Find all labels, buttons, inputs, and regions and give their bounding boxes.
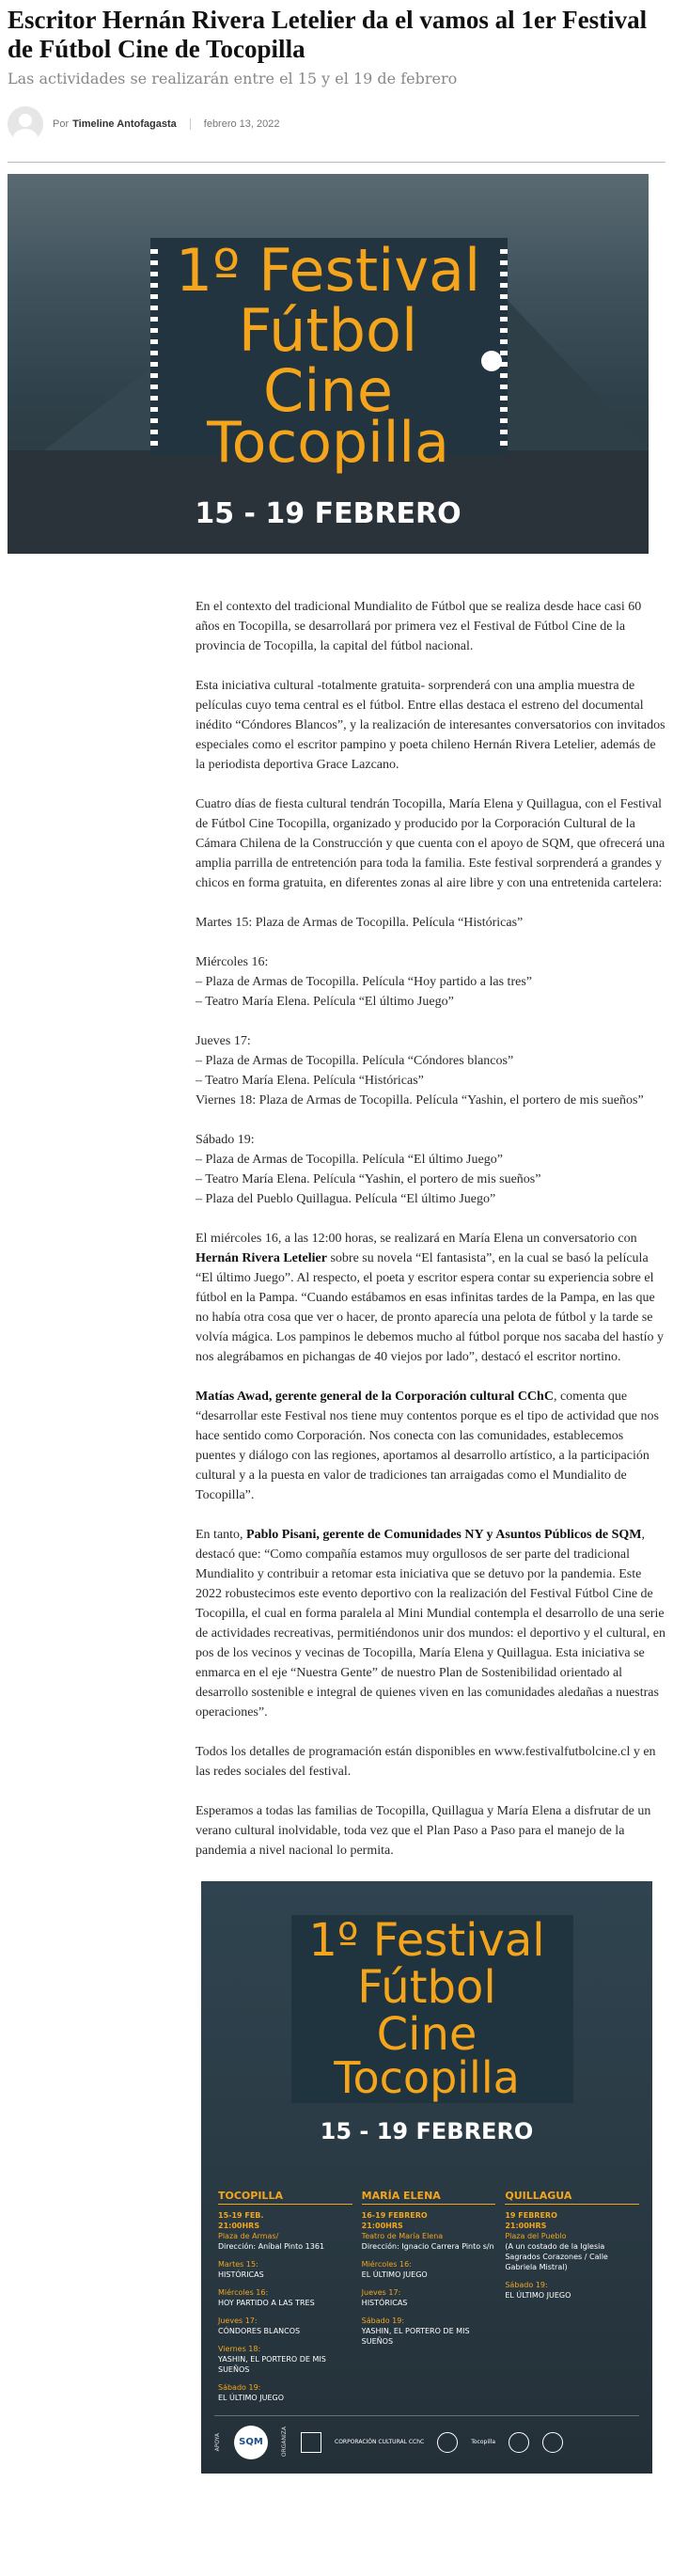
schedule-line: Viernes 18: Plaza de Armas de Tocopilla. Película “Yashin, el portero de mis sueños” [196, 1093, 644, 1107]
bold-name: Hernán Rivera Letelier [196, 1251, 327, 1265]
author-avatar[interactable] [8, 106, 43, 142]
program-line: (A un costado de la Iglesia Sagrados Corazones / Calle Gabriela Mistral) [505, 2242, 608, 2271]
paragraph: Cuatro días de fiesta cultural tendrán Tocopilla, María Elena y Quillagua, con el Festival de Fútbol Cine Tocopilla, organizado y producido por la Corporación Cultural de la Cámara Chilena de la Construcción y que cuenta con el apoyo de SQM, que ofrecerá una amplia parrilla de entretención para toda la familia. Este festival sorprenderá a grandes y chicos en forma gratuita, en diferentes zonas al aire libre y con una entretenida cartelera: [196, 797, 665, 890]
schedule-line: – Plaza de Armas de Tocopilla. Película “Hoy partido a las tres” [196, 975, 532, 989]
cchc-logo-icon [301, 2432, 321, 2453]
schedule-line: Sábado 19: [196, 1133, 255, 1147]
program-line: YASHIN, EL PORTERO DE MIS SUEÑOS [218, 2355, 326, 2374]
schedule-line: – Plaza de Armas de Tocopilla. Película “El último Juego” [196, 1153, 503, 1167]
paragraph: Esperamos a todas las familias de Tocopilla, Quillagua y María Elena a disfrutar de un verano cultural inolvidable, toda vez que el Plan Paso a Paso para el manejo de la pandemia a nivel nacional lo permita. [196, 1804, 651, 1858]
program-line: Jueves 17: [361, 2288, 401, 2297]
page-bottom-spacer [0, 2474, 673, 2492]
program-column-maria-elena [362, 2190, 496, 2403]
meta-separator [190, 118, 191, 130]
poster-dates: 15 - 19 FEBRERO [195, 497, 462, 530]
text-run: En tanto, [196, 1528, 247, 1542]
program-line: HISTÓRICAS [361, 2299, 408, 2307]
sponsor-label: ORGANIZA [281, 2427, 288, 2458]
program-column-quillagua [505, 2190, 639, 2403]
column-heading: MARÍA ELENA [362, 2190, 496, 2205]
program-line: YASHIN, EL PORTERO DE MIS SUEÑOS [361, 2327, 470, 2346]
paragraph [196, 1525, 665, 1722]
poster-line-4: Tocopilla [207, 410, 449, 476]
program-line: HISTÓRICAS [218, 2270, 264, 2279]
paragraph [196, 1031, 665, 1110]
poster-line-1: 1º Festival [308, 1914, 545, 1967]
program-line: EL ÚLTIMO JUEGO [361, 2270, 428, 2279]
article-subtitle: Las actividades se realizarán entre el 15 y el 19 de febrero [8, 70, 458, 87]
program-line: EL ÚLTIMO JUEGO [218, 2394, 285, 2402]
program-line: Teatro de María Elena [361, 2232, 444, 2240]
paragraph: Martes 15: Plaza de Armas de Tocopilla. Película “Históricas” [196, 916, 524, 930]
article-meta [8, 105, 665, 143]
text-run: , comenta que “desarrollar este Festival nos tiene muy contentos porque es el tipo de actividad que nos hace sentido como Corporación. Nos conecta con las comunidades, establecemos puentes y diálogo con las regiones, aportamos al desarrollo artístico, a la participación cultural y a la puesta en valor de tradiciones tan arraigadas como el Mundialito de Tocopilla”. [196, 1390, 659, 1502]
sponsor-label: APOYA [214, 2432, 221, 2452]
publish-date: febrero 13, 2022 [203, 118, 280, 130]
program-line: 19 FEBRERO [505, 2211, 557, 2220]
program-line: Sábado 19: [505, 2281, 548, 2289]
author-link[interactable]: Timeline Antofagasta [72, 118, 177, 130]
program-line: Miércoles 16: [361, 2260, 412, 2269]
festival-website-text: www.festivalfutbolcine.cl [493, 1745, 631, 1759]
cchc-logo-text: CORPORACIÓN CULTURAL CChC [335, 2438, 425, 2445]
program-line: Dirección: Ignacio Carrera Pinto s/n [361, 2242, 494, 2251]
poster-line-2: Fútbol [357, 1961, 496, 2014]
program-line: 21:00HRS [361, 2222, 403, 2230]
program-line: Sábado 19: [361, 2317, 405, 2325]
sponsor-logos [214, 2415, 639, 2462]
program-line: Viernes 18: [218, 2345, 261, 2353]
by-label: Por [53, 118, 70, 130]
partner-logo-icon [542, 2432, 563, 2453]
tocopilla-logo-text: Tocopilla [471, 2438, 496, 2445]
program-column-tocopilla [218, 2190, 352, 2403]
partner-logo-icon [509, 2432, 529, 2453]
poster-line-3: Cine [376, 2008, 477, 2061]
paragraph [196, 1130, 665, 1209]
program-columns [218, 2190, 639, 2403]
poster-line-1: 1º Festival [175, 236, 481, 305]
festival-program-poster-image [201, 1881, 652, 2474]
schedule-line: – Teatro María Elena. Película “Históricas” [196, 1074, 424, 1088]
program-line: Plaza del Pueblo [505, 2232, 567, 2240]
article-title: Escritor Hernán Rivera Letelier da el vamos al 1er Festival de Fútbol Cine de Tocopilla [8, 6, 648, 63]
text-run: El miércoles 16, a las 12:00 horas, se realizará en María Elena un conversatorio con [196, 1232, 637, 1246]
program-line: Plaza de Armas/ [218, 2232, 279, 2240]
program-line: Sábado 19: [218, 2383, 261, 2392]
poster-dates: 15 - 19 FEBRERO [320, 2118, 534, 2144]
paragraph [196, 1742, 665, 1782]
paragraph: Esta iniciativa cultural -totalmente gratuita- sorprenderá con una amplia muestra de películas cuyo tema central es el fútbol. Entre ellas destaca el estreno del documental inédito “Cóndores Blancos”, y la realización de interesantes conversatorios con invitados especiales como el escritor pampino y poeta chileno Hernán Rivera Letelier, además de la periodista deportiva Grace Lazcano. [196, 679, 665, 772]
article-body [0, 597, 665, 1861]
schedule-line: – Plaza del Pueblo Quillagua. Película “El último Juego” [196, 1192, 496, 1206]
program-line: 16-19 FEBRERO [361, 2211, 428, 2220]
program-line: 21:00HRS [218, 2222, 260, 2230]
text-run: y en las redes sociales del festival. [196, 1745, 656, 1779]
paragraph [196, 952, 665, 1012]
header-divider [8, 162, 665, 163]
column-heading: QUILLAGUA [505, 2190, 639, 2205]
paragraph: En el contexto del tradicional Mundialito de Fútbol que se realiza desde hace casi 60 años en Tocopilla, se desarrollará por primera vez el Festival de Fútbol Cine de la provincia de Tocopilla, la capital del fútbol nacional. [196, 600, 642, 653]
program-line: Jueves 17: [218, 2317, 258, 2325]
poster-line-3: Cine [263, 356, 393, 425]
football-icon [481, 351, 502, 371]
program-line: 15-19 FEB. [218, 2211, 264, 2220]
schedule-line: Miércoles 16: [196, 955, 269, 969]
bold-name: Pablo Pisani, gerente de Comunidades NY y Asuntos Públicos de SQM [246, 1528, 642, 1542]
partner-logo-icon [437, 2432, 458, 2453]
column-heading: TOCOPILLA [218, 2190, 352, 2205]
sqm-logo: SQM [234, 2426, 268, 2459]
schedule-line: Jueves 17: [196, 1034, 251, 1048]
paragraph [196, 1229, 665, 1367]
schedule-line: – Teatro María Elena. Película “Yashin, el portero de mis sueños” [196, 1172, 541, 1186]
poster-line-2: Fútbol [238, 296, 418, 365]
text-run: sobre su novela “El fantasista”, en la cual se basó la película “El último Juego”. Al respecto, el poeta y escritor espera contar su experiencia sobre el fútbol en la Pampa. “Cuando estábamos en esas infinitas tardes de la Pampa, en las que no había otra cosa que ver o hacer, de pronto aparecía una pelota de fútbol y la tarde se volvía mágica. Los pampinos le debemos mucho al fútbol porque nos sacaba del hastío y nos alegrábamos en pichangas de 40 viejos por lado”, destacó el escritor nortino. [196, 1251, 665, 1364]
bold-name: Matías Awad, gerente general de la Corporación cultural CChC [196, 1390, 554, 1404]
article-header [0, 0, 673, 163]
program-line: Dirección: Aníbal Pinto 1361 [218, 2242, 325, 2251]
festival-poster-image [8, 174, 649, 554]
program-line: CÓNDORES BLANCOS [218, 2327, 301, 2335]
text-run: Todos los detalles de programación están disponibles en [196, 1745, 494, 1759]
program-line: Martes 15: [218, 2260, 258, 2269]
program-line: 21:00HRS [505, 2222, 547, 2230]
program-line: HOY PARTIDO A LAS TRES [218, 2299, 315, 2307]
schedule-line: – Teatro María Elena. Película “El último Juego” [196, 995, 454, 1009]
paragraph [196, 1387, 665, 1505]
program-line: Miércoles 16: [218, 2288, 269, 2297]
schedule-line: – Plaza de Armas de Tocopilla. Película “Cóndores blancos” [196, 1054, 514, 1068]
poster-line-4: Tocopilla [334, 2052, 520, 2103]
text-run: , destacó que: “Como compañía estamos muy orgullosos de ser parte del tradicional Mundialito y contribuir a retomar esta iniciativa que se detuvo por la pandemia. Este 2022 robustecimos este evento deportivo con la realización del Festival Fútbol Cine de Tocopilla, el cual en forma paralela al Mini Mundial contempla el desarrollo de una serie de actividades recreativas, permitiéndonos unir dos mundos: el deportivo y el cultural, en pos de los vecinos y vecinas de Tocopilla, María Elena y Quillagua. Esta iniciativa se enmarca en el eje “Nuestra Gente” de nuestro Plan de Sostenibilidad orientado al desarrollo sostenible e integral de quienes viven en las comunidades aledañas a nuestras operaciones”. [196, 1528, 665, 1720]
program-line: EL ÚLTIMO JUEGO [505, 2291, 571, 2300]
